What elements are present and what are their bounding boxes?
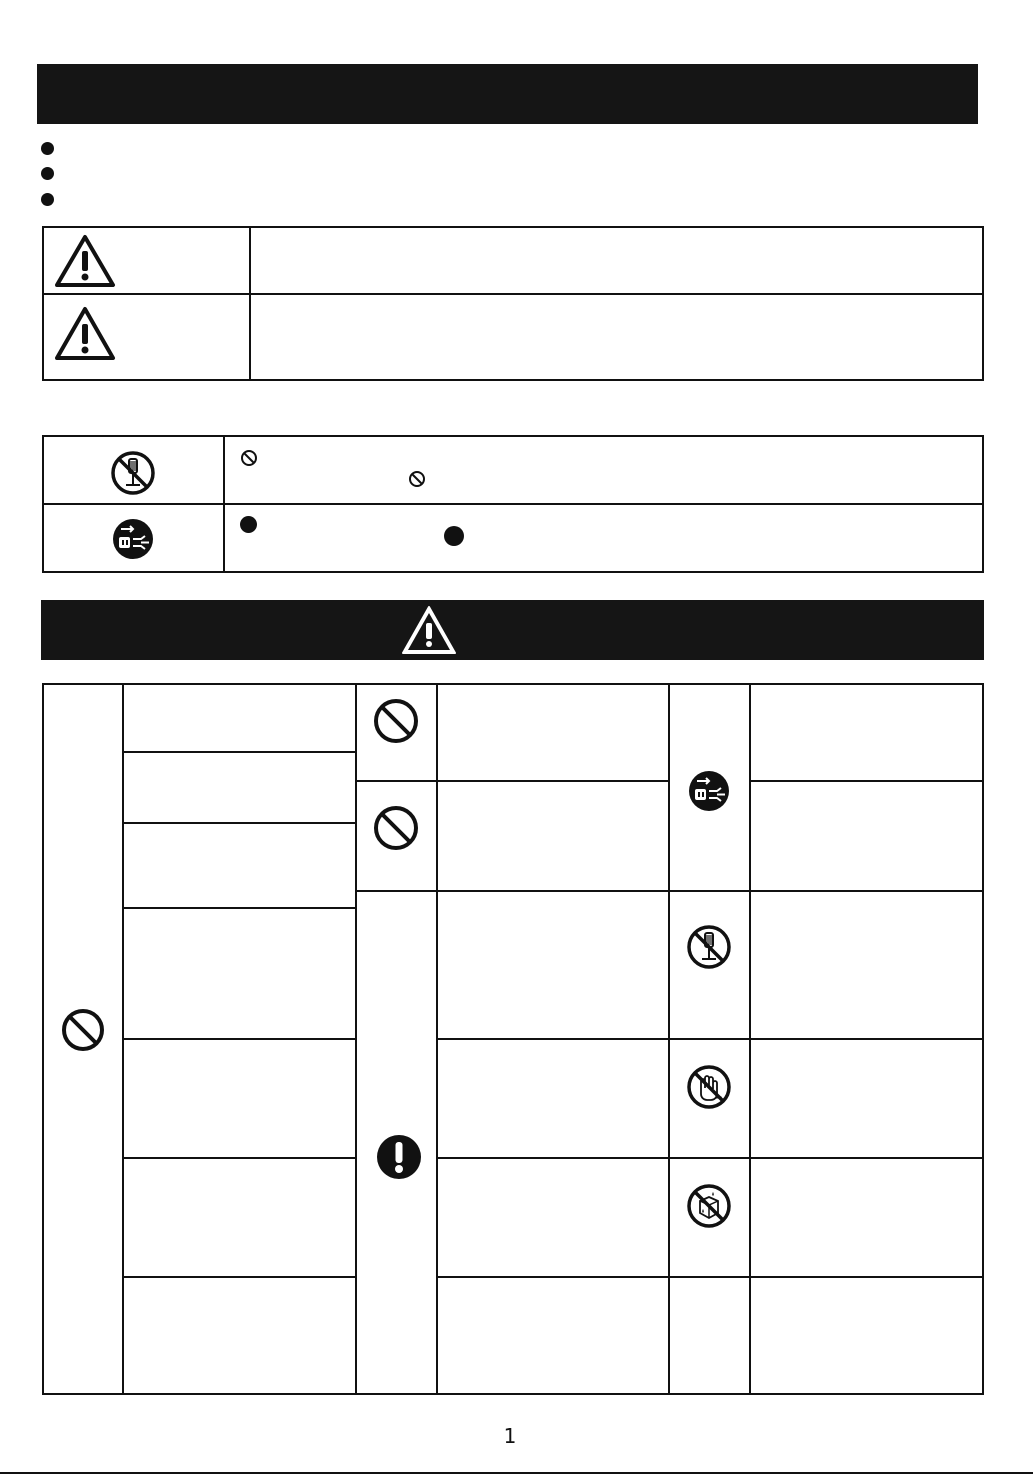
bottom-rule: [0, 1472, 1033, 1474]
mandatory-action-icon: [374, 1132, 424, 1182]
symbol-table-divider-h: [42, 503, 984, 505]
bullet-dot-3: [41, 193, 54, 206]
no-wet-hands-icon: [684, 1062, 734, 1112]
col3-row-line-4: [668, 1157, 984, 1159]
prohibition-icon: [371, 803, 421, 853]
page-header-bar: [37, 64, 978, 124]
bullet-dot-1: [41, 142, 54, 155]
unplug-icon: [685, 768, 733, 814]
no-disassembly-icon: [108, 448, 158, 498]
col3-row-line-1: [749, 780, 984, 782]
prohibition-symbol-inline: [239, 448, 259, 468]
col3-row-line-5: [668, 1276, 984, 1278]
no-disassembly-icon: [684, 922, 734, 972]
prohibition-icon: [58, 1005, 108, 1055]
col2-row-line-1: [355, 780, 670, 782]
col3-row-line-3: [668, 1038, 984, 1040]
col2-row-line-5: [436, 1276, 670, 1278]
page-number: 1: [503, 1424, 517, 1448]
col2-row-line-3: [436, 1038, 670, 1040]
col3-row-line-2: [668, 890, 984, 892]
col1-row-line-4: [122, 1038, 357, 1040]
col2-row-line-2: [355, 890, 670, 892]
no-water-icon: [684, 1181, 734, 1231]
warning-triangle-icon: [398, 602, 460, 658]
prohibition-symbol-inline-2: [407, 469, 427, 489]
col1-row-line-2: [122, 822, 357, 824]
unplug-icon: [108, 516, 158, 562]
col1-row-line-3: [122, 907, 357, 909]
bullet-dot-2: [41, 167, 54, 180]
signal-word-table: [42, 226, 984, 381]
mandatory-dot-inline-2: [444, 526, 464, 546]
col1-row-line-6: [122, 1276, 357, 1278]
warning-triangle-icon: [50, 231, 120, 291]
signal-word-divider-h: [42, 293, 984, 295]
col2-row-line-4: [436, 1157, 670, 1159]
caution-triangle-icon: [50, 303, 120, 365]
warning-section-bar: [41, 600, 984, 660]
prohibition-icon: [371, 696, 421, 746]
col1-row-line-5: [122, 1157, 357, 1159]
signal-word-divider-v: [249, 226, 251, 381]
col1-row-line-1: [122, 751, 357, 753]
mandatory-dot-inline: [240, 516, 257, 533]
